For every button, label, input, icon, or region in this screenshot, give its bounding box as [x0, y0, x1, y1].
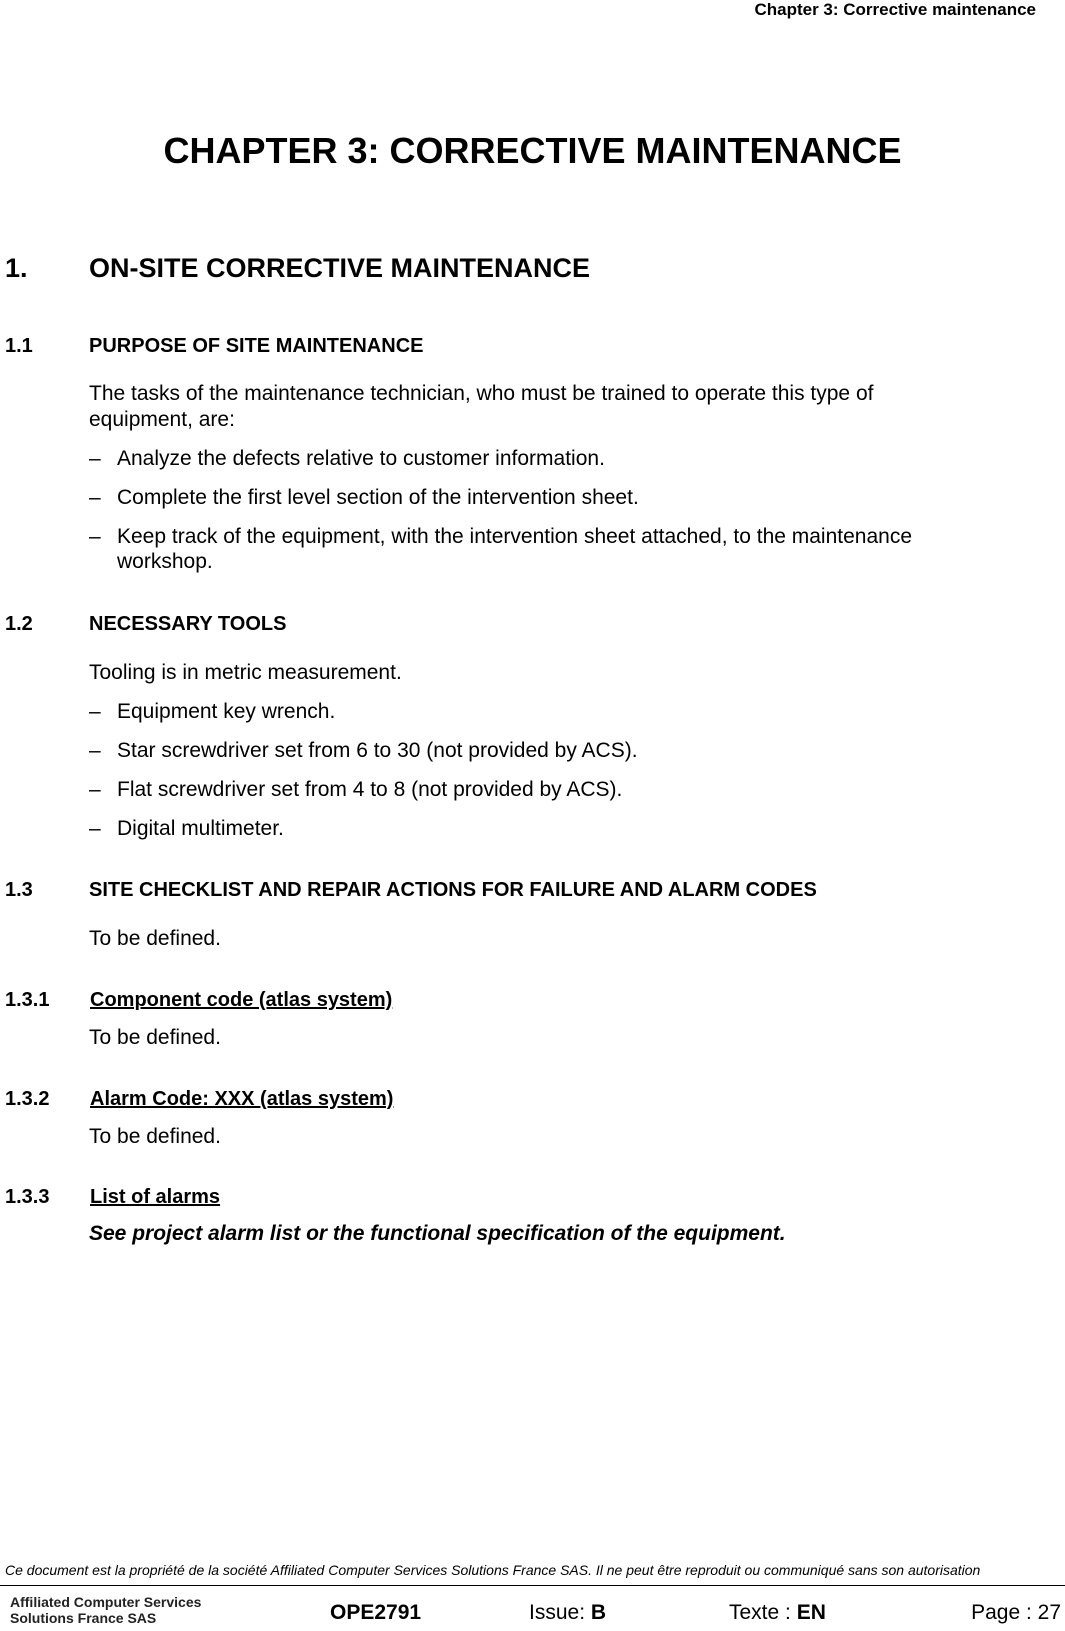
document-reference: OPE2791: [330, 1601, 422, 1624]
page-number: Page : 27: [971, 1601, 1061, 1624]
bullet-dash: –: [89, 486, 101, 509]
subsubsection-title: Component code (atlas system): [90, 989, 393, 1011]
bullet-dash: –: [89, 525, 101, 548]
subsubsection-number: 1.3.3: [5, 1186, 50, 1208]
section-title: ON-SITE CORRECTIVE MAINTENANCE: [89, 253, 591, 283]
list-item-continuation: workshop.: [117, 550, 213, 573]
language-value: EN: [796, 1601, 826, 1624]
paragraph: To be defined.: [89, 927, 221, 950]
paragraph: See project alarm list or the functional specification of the equipment.: [89, 1222, 786, 1245]
issue-label: Issue:: [529, 1601, 591, 1624]
footer-divider: [0, 1585, 1065, 1586]
subsubsection-number: 1.3.1: [5, 989, 50, 1011]
subsubsection-title: List of alarms: [90, 1186, 221, 1208]
list-item: Complete the first level section of the intervention sheet.: [117, 486, 639, 509]
subsubsection-title: Alarm Code: XXX (atlas system): [90, 1088, 394, 1110]
running-header: Chapter 3: Corrective maintenance: [754, 0, 1036, 19]
chapter-title: CHAPTER 3: CORRECTIVE MAINTENANCE: [163, 130, 902, 171]
list-item: Keep track of the equipment, with the intervention sheet attached, to the maintenance: [117, 525, 913, 548]
subsection-title: SITE CHECKLIST AND REPAIR ACTIONS FOR FAILURE AND ALARM CODES: [89, 879, 817, 901]
paragraph: equipment, are:: [89, 408, 235, 431]
bullet-dash: –: [89, 447, 101, 470]
language-field: [729, 1601, 826, 1625]
company-name-line2: Solutions France SAS: [10, 1610, 157, 1626]
bullet-dash: –: [89, 700, 101, 723]
language-label: Texte :: [729, 1601, 797, 1624]
paragraph: To be defined.: [89, 1125, 221, 1148]
bullet-dash: –: [89, 817, 101, 840]
subsection-number: 1.1: [5, 335, 33, 357]
issue-field: [529, 1601, 606, 1625]
bullet-dash: –: [89, 778, 101, 801]
subsection-number: 1.2: [5, 613, 33, 635]
list-item: Digital multimeter.: [117, 817, 284, 840]
list-item: Star screwdriver set from 6 to 30 (not provided by ACS).: [117, 739, 638, 762]
subsubsection-number: 1.3.2: [5, 1088, 50, 1110]
list-item: Analyze the defects relative to customer information.: [117, 447, 605, 470]
list-item: Equipment key wrench.: [117, 700, 336, 723]
section-number: 1.: [5, 253, 28, 283]
issue-value: B: [590, 1601, 607, 1624]
subsection-title: NECESSARY TOOLS: [89, 613, 287, 635]
paragraph: Tooling is in metric measurement.: [89, 661, 402, 684]
company-logo: [10, 1594, 230, 1626]
paragraph: The tasks of the maintenance technician, who must be trained to operate this type of: [89, 382, 874, 405]
subsection-number: 1.3: [5, 879, 33, 901]
footer-confidentiality-note: Ce document est la propriété de la société Affiliated Computer Services Solutions France SAS. Il ne peut être reproduit ou communiqué sans son autorisation: [5, 1562, 981, 1578]
bullet-dash: –: [89, 739, 101, 762]
company-name-line1: Affiliated Computer Services: [10, 1594, 202, 1610]
list-item: Flat screwdriver set from 4 to 8 (not provided by ACS).: [117, 778, 623, 801]
subsection-title: PURPOSE OF SITE MAINTENANCE: [89, 335, 424, 357]
paragraph: To be defined.: [89, 1026, 221, 1049]
